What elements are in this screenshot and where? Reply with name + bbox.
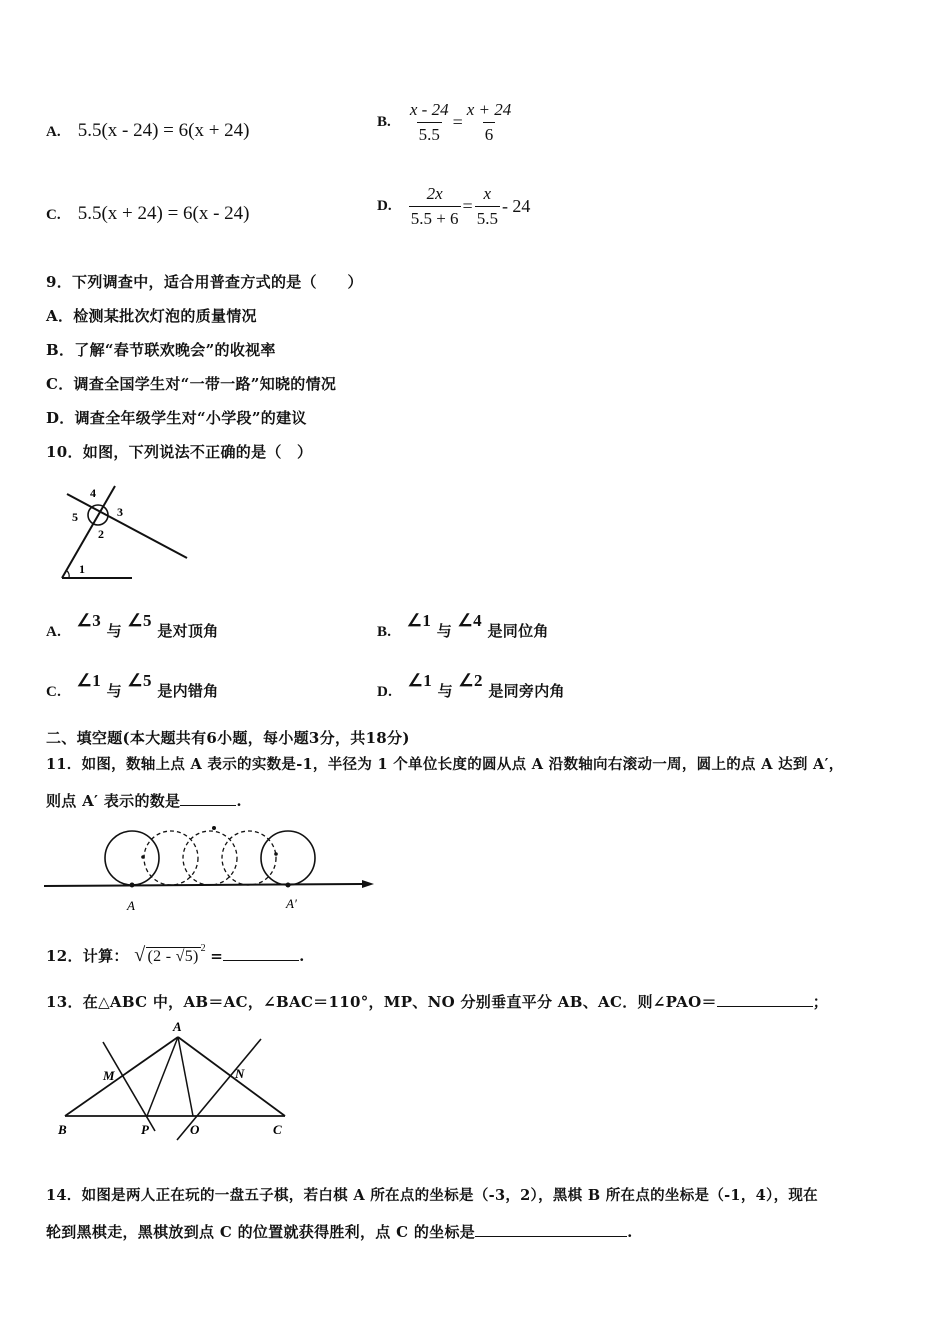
angle-term: ∠1: [406, 611, 432, 630]
angle-term: ∠3: [76, 611, 102, 630]
label-b: B: [58, 1122, 67, 1137]
q9-option-a: A．检测某批次灯泡的质量情况: [46, 307, 257, 325]
q8-option-d: D. $\frac{2x}{5.5 + 6}$ = $\frac{x}{5.5}$ - 24: [377, 184, 531, 228]
q8-option-a: [46, 120, 250, 142]
q8-option-b: B. $\frac{x - 24}{5.5}$ = $\frac{x + 24}{6}$: [377, 100, 512, 144]
point-a-prime: [286, 883, 291, 888]
rhs-tail: - 24: [501, 196, 531, 216]
label-m: M: [103, 1068, 115, 1083]
q10-option-d: D. ∠1 与 ∠2 是同旁内角: [377, 671, 565, 700]
q11-number-line-figure: [44, 820, 374, 920]
side-ab: [65, 1037, 178, 1116]
angle-term: ∠4: [457, 611, 482, 630]
side-ac: [178, 1037, 285, 1116]
angle-term: ∠1: [76, 671, 102, 690]
option-label: A.: [46, 124, 61, 140]
q11-text-line1: 11．如图，数轴上点 A 表示的实数是-1，半径为 1 个单位长度的圆从点 A 沿数轴向右滚动一周，圆上的点 A 达到 A′，: [46, 756, 844, 773]
section-title: 二、填空题(本大题共有6小题，每小题3分，共18分): [46, 729, 410, 747]
segment-ao: [178, 1037, 193, 1116]
option-label: D.: [377, 198, 392, 214]
point-a: [130, 883, 135, 888]
slant-line: [62, 486, 115, 578]
option-label: C.: [46, 207, 61, 223]
expr-left: 5.5(x + 24): [77, 203, 163, 224]
angle-term: ∠1: [407, 671, 433, 690]
label-2: 2: [98, 527, 104, 541]
q14-text-line1: 14．如图是两人正在玩的一盘五子棋，若白棋 A 所在点的坐标是（-3，2），黑棋 B 所在点的坐标是（-1，4），现在: [46, 1187, 818, 1204]
label-3: 3: [117, 505, 123, 519]
label-1: 1: [79, 562, 85, 576]
q13-text: 13．在△ABC 中，AB＝AC，∠BAC＝110°，MP、NO 分别垂直平分 AB、AC．则∠PAO＝ ；: [46, 993, 829, 1011]
q13-triangle-figure: [55, 1018, 295, 1143]
label-o: O: [190, 1122, 200, 1137]
angle-term: ∠2: [458, 671, 483, 690]
q9-stem: 9．下列调查中，适合用普查方式的是（ ）: [46, 273, 363, 291]
q10-option-c: C. ∠1 与 ∠5 是内错角: [46, 671, 219, 700]
q9-option-d: D．调查全年级学生对“小学段”的建议: [46, 409, 307, 427]
answer-blank[interactable]: [180, 791, 236, 806]
q9-option-c: C．调查全国学生对“一带一路”知晓的情况: [46, 375, 337, 393]
q8-c-equation: 5.5(x + 24) = 6(x - 24): [77, 203, 250, 224]
label-a: A: [127, 898, 135, 913]
label-a-prime: A′: [286, 896, 297, 911]
label-5: 5: [72, 510, 78, 524]
q10-option-a: A. ∠3 与 ∠5 是对顶角: [46, 611, 219, 640]
q14-text-line2: 轮到黑棋走，黑棋放到点 C 的位置就获得胜利，点 C 的坐标是 .: [46, 1223, 633, 1241]
sqrt-expression: √ (2 - √5) $^2$: [134, 942, 206, 966]
line-mp: [103, 1042, 155, 1131]
answer-blank[interactable]: [717, 992, 813, 1007]
label-p: P: [141, 1122, 149, 1137]
answer-blank[interactable]: [475, 1222, 627, 1237]
angle-term: ∠5: [127, 611, 152, 630]
q10-option-b: B. ∠1 与 ∠4 是同位角: [377, 611, 549, 640]
arrow-head: [362, 880, 374, 888]
label-a: A: [173, 1019, 182, 1034]
fraction-rhs: $\frac{x + 24}{6}$: [466, 100, 512, 144]
q11-text-line2: 则点 A′ 表示的数是 .: [46, 792, 242, 810]
q10-angle-figure: [55, 480, 195, 585]
q12-text: 12．计算： √ (2 - √5) $^2$ = .: [46, 942, 305, 966]
expr-left: 5.5(x - 24): [77, 120, 159, 141]
angle-term: ∠5: [127, 671, 152, 690]
fraction-rhs: $\frac{x}{5.5}$: [476, 184, 498, 228]
circle-end: [261, 831, 315, 885]
label-4: 4: [90, 486, 96, 500]
q8-option-c: [46, 203, 250, 225]
q8-a-equation: 5.5(x - 24) = 6(x + 24): [77, 120, 250, 141]
q10-stem: 10．如图，下列说法不正确的是（ ）: [46, 443, 313, 461]
option-label: B.: [377, 114, 391, 130]
fraction-lhs: $\frac{2x}{5.5 + 6}$: [410, 184, 459, 228]
q9-option-b: B．了解“春节联欢晚会”的收视率: [46, 341, 276, 359]
transversal-line: [67, 494, 187, 558]
answer-blank[interactable]: [223, 946, 299, 961]
fraction-lhs: $\frac{x - 24}{5.5}$: [409, 100, 449, 144]
label-c: C: [273, 1122, 282, 1137]
label-n: N: [235, 1066, 245, 1081]
expr-right: 6(x + 24): [178, 120, 250, 141]
expr-right: 6(x - 24): [183, 203, 250, 224]
